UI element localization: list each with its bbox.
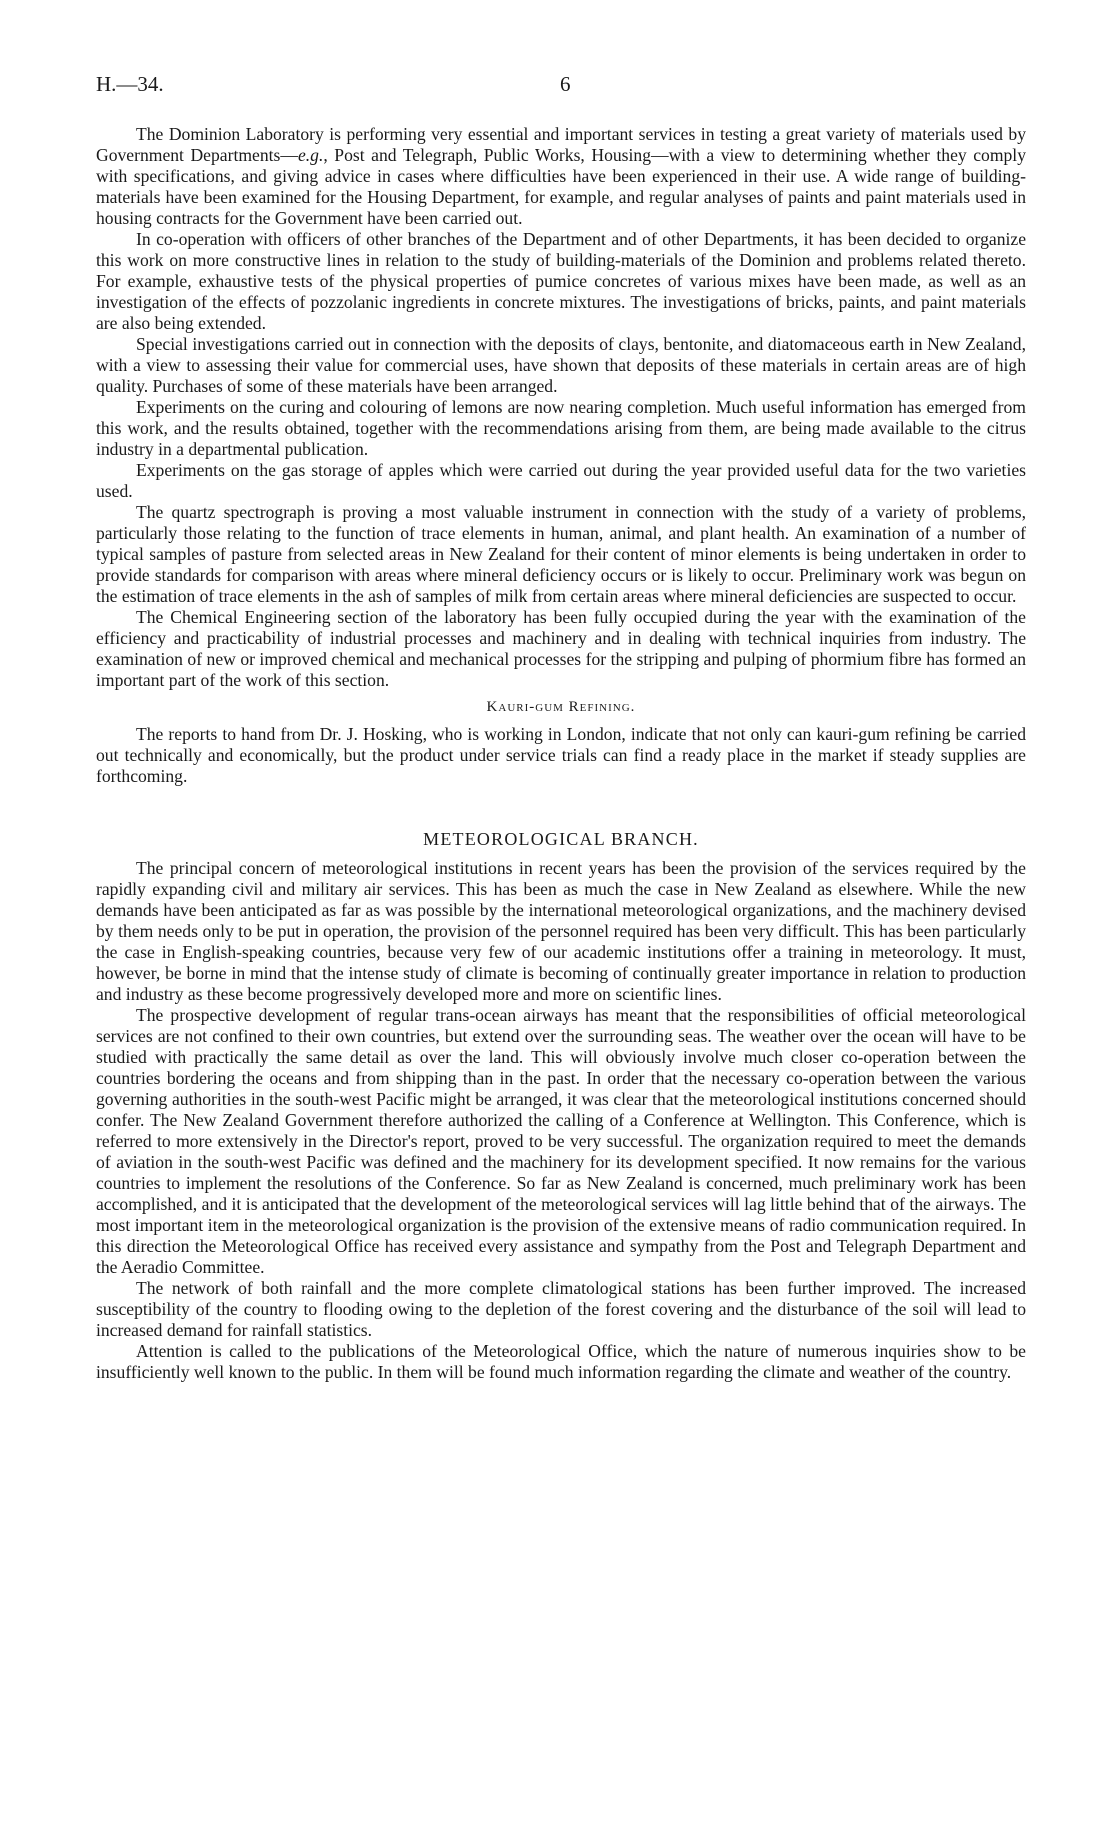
italic-abbreviation: e.g. bbox=[297, 145, 324, 165]
paragraph: The network of both rainfall and the more complete climatological stations has been further improved. The increased susceptibility of the country to flooding owing to the depletion of the forest covering and the disturbance of the soil will lead to increased demand for rainfall statistics. bbox=[96, 1278, 1026, 1340]
paragraph-text: , Post and Telegraph, Public Works, Housing—with a view to determining whether they comply with specifications, and giving advice in cases where difficulties have been experienced in their use. A wide range of building-materials have been examined for the Housing Department, for example, and regular analyses of paints and paint materials used in housing contracts for the Government have been carried out. bbox=[96, 145, 1026, 228]
page-header bbox=[96, 72, 1026, 106]
body-text bbox=[96, 124, 1026, 1383]
paragraph-text: The Dominion Laboratory is performing very essential and important services in testing a great variety of materials used by Government Departments— bbox=[96, 124, 1026, 165]
paragraph: Special investigations carried out in connection with the deposits of clays, bentonite, and diatomaceous earth in New Zealand, with a view to assessing their value for commercial uses, have shown that deposits of these materials in certain areas are of high quality. Purchases of some of these materials have been arranged. bbox=[96, 334, 1026, 396]
paragraph: The quartz spectrograph is proving a most valuable instrument in connection with the study of a variety of problems, particularly those relating to the function of trace elements in human, animal, and plant health. An examination of a number of typical samples of pasture from selected areas in New Zealand for their content of minor elements is being undertaken in order to provide standards for comparison with areas where mineral deficiency occurs or is likely to occur. Preliminary work was begun on the estimation of trace elements in the ash of samples of milk from certain areas where mineral deficiencies are suspected to occur. bbox=[96, 502, 1026, 606]
document-reference: H.—34. bbox=[96, 72, 164, 96]
paragraph: In co-operation with officers of other branches of the Department and of other Departments, it has been decided to organize this work on more constructive lines in relation to the study of building-materials of the Dominion and problems related thereto. For example, exhaustive tests of the physical properties of pumice concretes of various mixes have been made, as well as an investigation of the effects of pozzolanic ingredients in concrete mixtures. The investigations of bricks, paints, and paint materials are also being extended. bbox=[96, 229, 1026, 333]
paragraph: The reports to hand from Dr. J. Hosking, who is working in London, indicate that not only can kauri-gum refining be carried out technically and economically, but the product under service trials can find a ready place in the market if steady supplies are forthcoming. bbox=[96, 724, 1026, 786]
paragraph: Attention is called to the publications of the Meteorological Office, which the nature of numerous inquiries show to be insufficiently well known to the public. In them will be found much information regarding the climate and weather of the country. bbox=[96, 1341, 1026, 1382]
paragraph: The principal concern of meteorological institutions in recent years has been the provision of the services required by the rapidly expanding civil and military air services. This has been as much the case in New Zealand as elsewhere. While the new demands have been anticipated as far as was possible by the international meteorological organizations, and the machinery devised by them needs only to be put in operation, the provision of the personnel required has been very difficult. This has been particularly the case in English-speaking countries, because very few of our academic institutions offer a training in meteorology. It must, however, be borne in mind that the intense study of climate is becoming of continually greater importance in relation to production and industry as these become progressively developed more and more on scientific lines. bbox=[96, 858, 1026, 1004]
paragraph: Experiments on the curing and colouring of lemons are now nearing completion. Much useful information has emerged from this work, and the results obtained, together with the recommendations arising from them, are being made available to the citrus industry in a departmental publication. bbox=[96, 397, 1026, 459]
paragraph: The Chemical Engineering section of the laboratory has been fully occupied during the year with the examination of the efficiency and practicability of industrial processes and machinery and in dealing with technical inquiries from industry. The examination of new or improved chemical and mechanical processes for the stripping and pulping of phormium fibre has formed an important part of the work of this section. bbox=[96, 607, 1026, 690]
paragraph: The prospective development of regular trans-ocean airways has meant that the responsibilities of official meteorological services are not confined to their own countries, but extend over the surrounding seas. The weather over the ocean will have to be studied with practically the same detail as over the land. This will obviously involve much closer co-operation between the countries bordering the oceans and from shipping than in the past. In order that the necessary co-operation between the various governing authorities in the south-west Pacific might be arranged, it was clear that the meteorological institutions concerned should confer. The New Zealand Government therefore authorized the calling of a Conference at Wellington. This Conference, which is referred to more extensively in the Director's report, proved to be very successful. The organization required to meet the demands of aviation in the south-west Pacific was defined and the machinery for its development specified. It now remains for the various countries to implement the resolutions of the Conference. So far as New Zealand is concerned, much preliminary work has been accomplished, and it is anticipated that the development of the meteorological services will lag little behind that of the airways. The most important item in the meteorological organization is the provision of the extensive means of radio communication required. In this direction the Meteorological Office has received every assistance and sympathy from the Post and Telegraph Department and the Aeradio Committee. bbox=[96, 1005, 1026, 1277]
meteorological-branch-heading: METEOROLOGICAL BRANCH. bbox=[423, 829, 699, 849]
paragraph bbox=[96, 124, 1026, 229]
paragraph: Experiments on the gas storage of apples which were carried out during the year provided useful data for the two varieties used. bbox=[96, 460, 1026, 501]
kauri-gum-heading: Kauri-gum Refining. bbox=[486, 699, 636, 715]
page-number: 6 bbox=[560, 72, 571, 96]
